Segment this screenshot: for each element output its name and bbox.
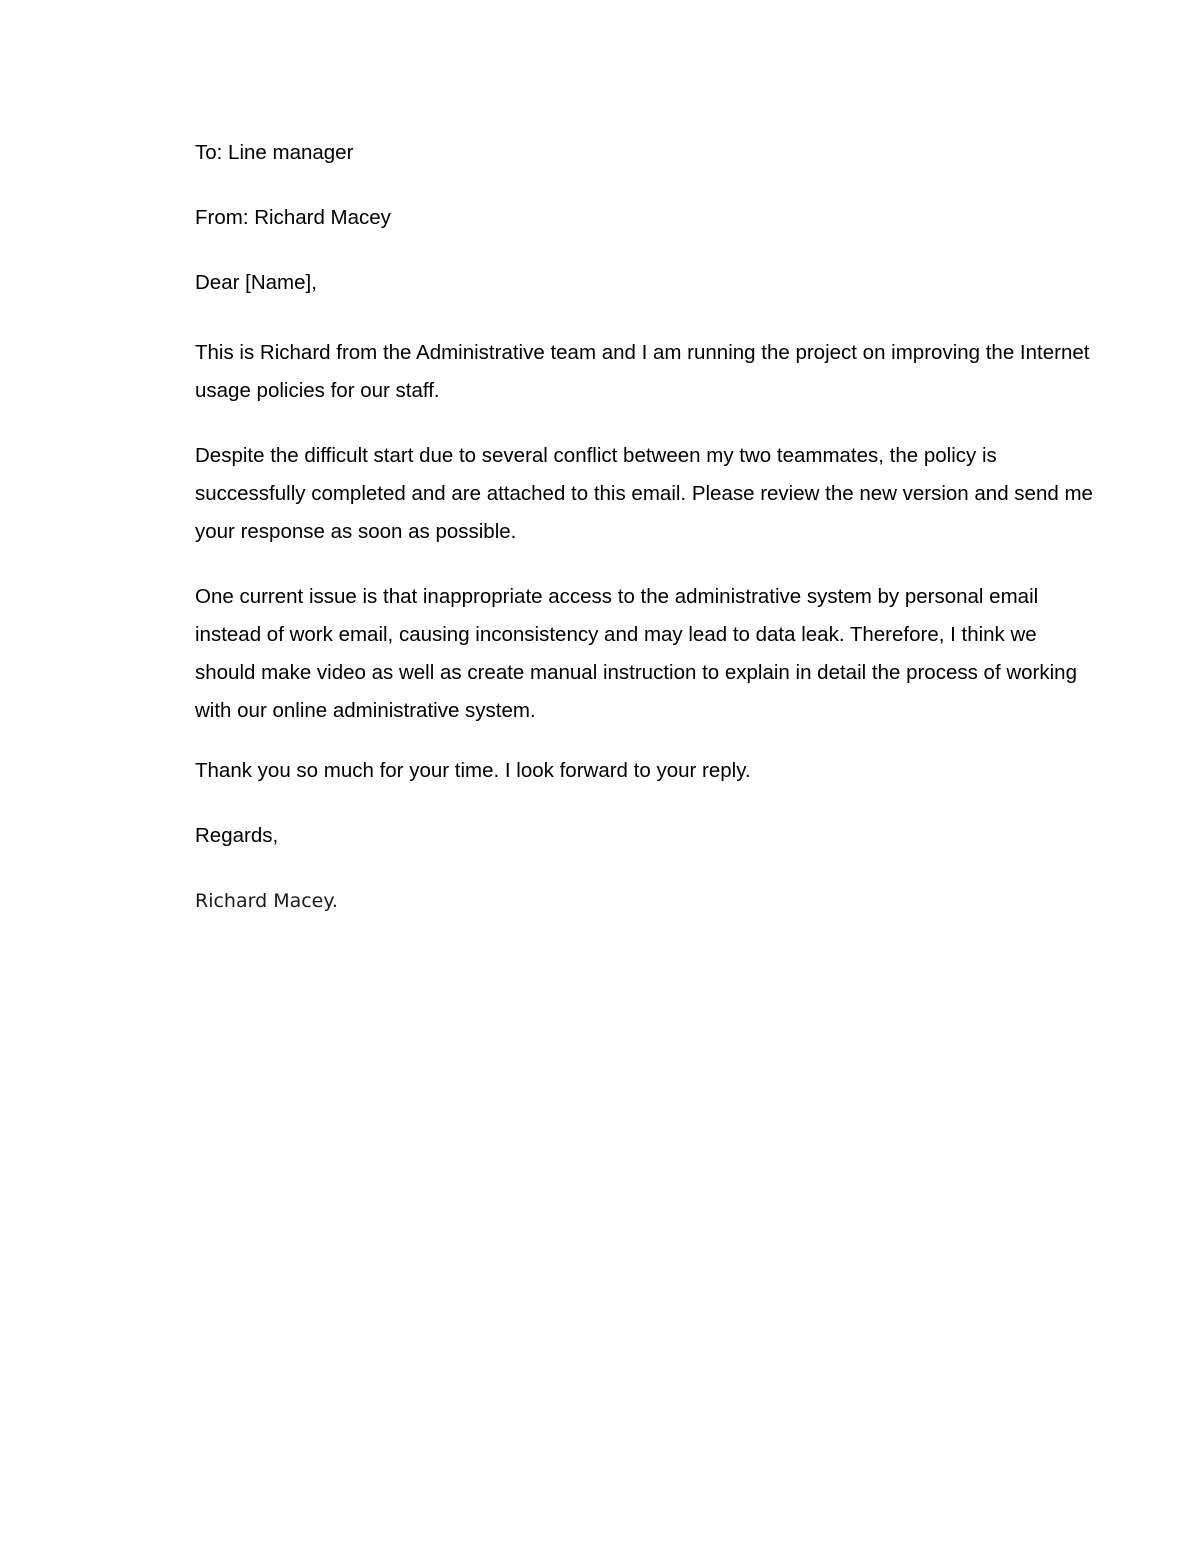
- to-line: To: Line manager: [195, 141, 354, 164]
- from-line: From: Richard Macey: [195, 206, 391, 229]
- paragraph-thanks: Thank you so much for your time. I look forward to your reply.: [195, 759, 751, 782]
- signature: Richard Macey.: [195, 890, 338, 912]
- closing: Regards,: [195, 824, 279, 847]
- salutation: Dear [Name],: [195, 271, 317, 294]
- paragraph-status: Despite the difficult start due to several conflict between my two teammates, the policy is successfully completed and are attached to this email. Please review the new version and send me your response as soon as possible.: [195, 444, 1093, 543]
- letter-body: [195, 139, 1095, 952]
- paragraph-intro: This is Richard from the Administrative team and I am running the project on improving the Internet usage policies for our staff.: [195, 341, 1090, 402]
- paragraph-issue: One current issue is that inappropriate access to the administrative system by personal email instead of work email, causing inconsistency and may lead to data leak. Therefore, I think we should make video as well as create manual instruction to explain in detail the process of working with our online administrative system.: [195, 585, 1077, 722]
